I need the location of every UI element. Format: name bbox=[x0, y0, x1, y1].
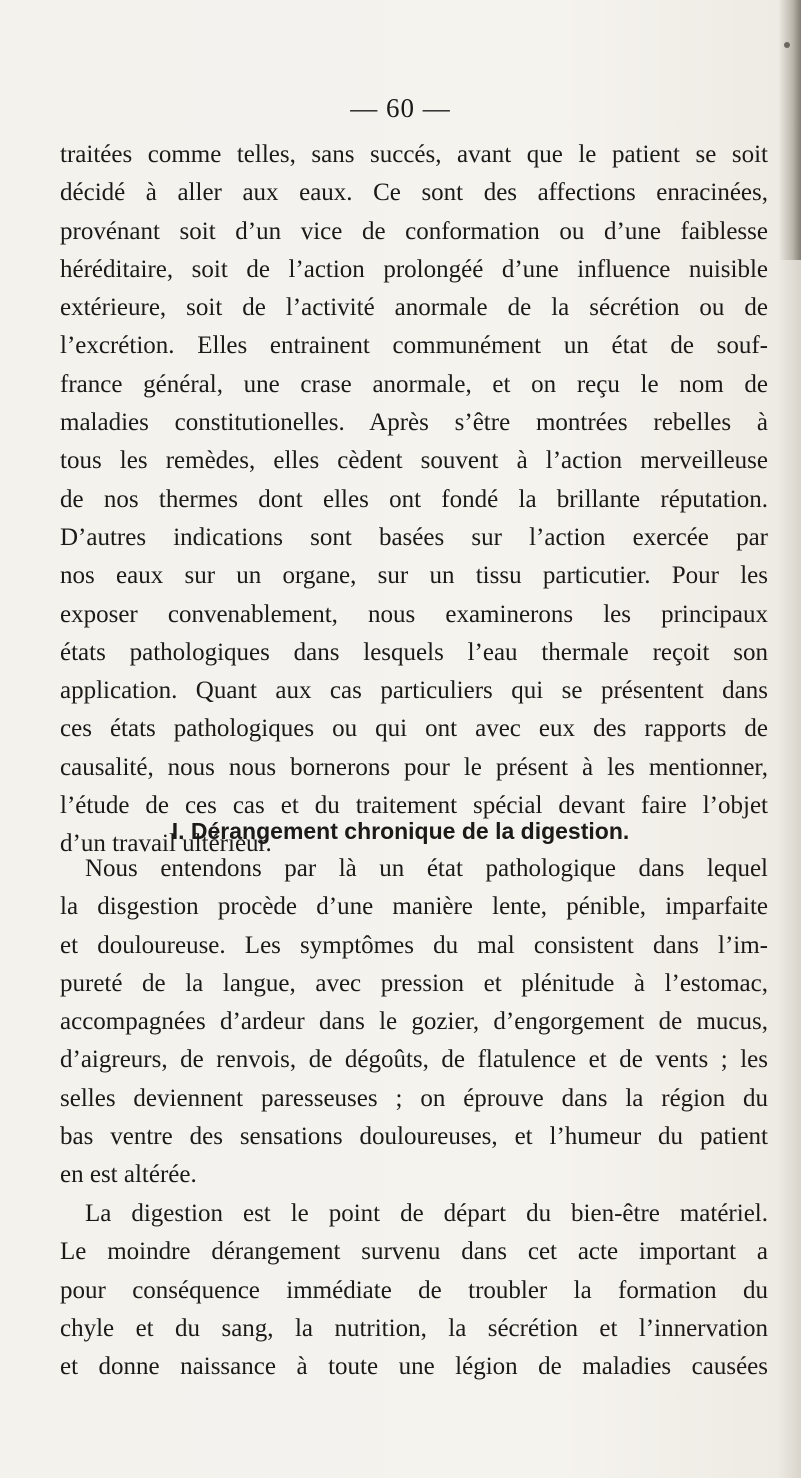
text-line: traitées comme telles, sans succés, avant que le patient se soit bbox=[60, 141, 768, 168]
ink-speck bbox=[784, 42, 790, 48]
text-line: extérieure, soit de l’activité anormale de la sécrétion ou de bbox=[60, 294, 768, 322]
paragraph-2 bbox=[60, 850, 768, 1195]
section-heading: I. Dérangement chronique de la digestion. bbox=[171, 818, 630, 844]
text-line: selles deviennent paresseuses ; on éprouve dans la région du bbox=[60, 1084, 768, 1112]
paragraph-1 bbox=[60, 136, 768, 864]
text-line: l’excrétion. Elles entrainent communément un état de souf- bbox=[60, 332, 768, 360]
text-line: d’un travail ultérieur. bbox=[60, 830, 272, 858]
text-line: france général, une crase anormale, et on reçu le nom de bbox=[60, 370, 768, 398]
text-line: Le moindre dérangement survenu dans cet acte important a bbox=[60, 1238, 768, 1266]
text-line: d’aigreurs, de renvois, de dégoûts, de flatulence et de vents ; les bbox=[60, 1046, 768, 1074]
text-line: D’autres indications sont basées sur l’action exercée par bbox=[60, 523, 768, 551]
text-line: chyle et du sang, la nutrition, la sécrétion et l’innervation bbox=[60, 1314, 768, 1342]
text-line: de nos thermes dont elles ont fondé la brillante réputation. bbox=[60, 485, 768, 513]
paragraph-3 bbox=[60, 1195, 768, 1386]
text-line: pour conséquence immédiate de troubler la formation du bbox=[60, 1276, 768, 1304]
text-line: La digestion est le point de départ du bien-être matériel. bbox=[85, 1200, 768, 1227]
text-line: accompagnées d’ardeur dans le gozier, d’engorgement de mucus, bbox=[60, 1008, 768, 1036]
text-line: Nous entendons par là un état pathologique dans lequel bbox=[85, 855, 768, 882]
text-line: la disgestion procède d’une manière lente, pénible, imparfaite bbox=[60, 893, 768, 921]
text-line: maladies constitutionelles. Après s’être montrées rebelles à bbox=[60, 409, 768, 437]
text-line: application. Quant aux cas particuliers qui se présentent dans bbox=[60, 677, 768, 705]
text-line: tous les remèdes, elles cèdent souvent à l’action merveilleuse bbox=[60, 447, 768, 475]
text-line: provénant soit d’un vice de conformation ou d’une faiblesse bbox=[60, 217, 768, 245]
page-number: — 60 — bbox=[350, 93, 451, 123]
text-line: états pathologiques dans lesquels l’eau thermale reçoit son bbox=[60, 638, 768, 666]
text-line: et donne naissance à toute une légion de maladies causées bbox=[60, 1353, 768, 1381]
text-line: héréditaire, soit de l’action prolongéé d’une influence nuisible bbox=[60, 255, 768, 283]
text-line: décidé à aller aux eaux. Ce sont des affections enracinées, bbox=[60, 179, 768, 207]
text-line: causalité, nous nous bornerons pour le présent à les mentionner, bbox=[60, 753, 768, 781]
text-line: ces états pathologiques ou qui ont avec eux des rapports de bbox=[60, 715, 768, 743]
text-line: exposer convenablement, nous examinerons les principaux bbox=[60, 600, 768, 628]
text-line: l’étude de ces cas et du traitement spécial devant faire l’objet bbox=[60, 792, 768, 820]
page-edge-shadow bbox=[779, 0, 801, 260]
text-line: en est altérée. bbox=[60, 1161, 197, 1189]
text-line: nos eaux sur un organe, sur un tissu particutier. Pour les bbox=[60, 562, 768, 590]
text-line: pureté de la langue, avec pression et plénitude à l’estomac, bbox=[60, 969, 768, 997]
text-line: bas ventre des sensations douloureuses, et l’humeur du patient bbox=[60, 1123, 768, 1151]
text-line: et douloureuse. Les symptômes du mal consistent dans l’im- bbox=[60, 931, 768, 959]
